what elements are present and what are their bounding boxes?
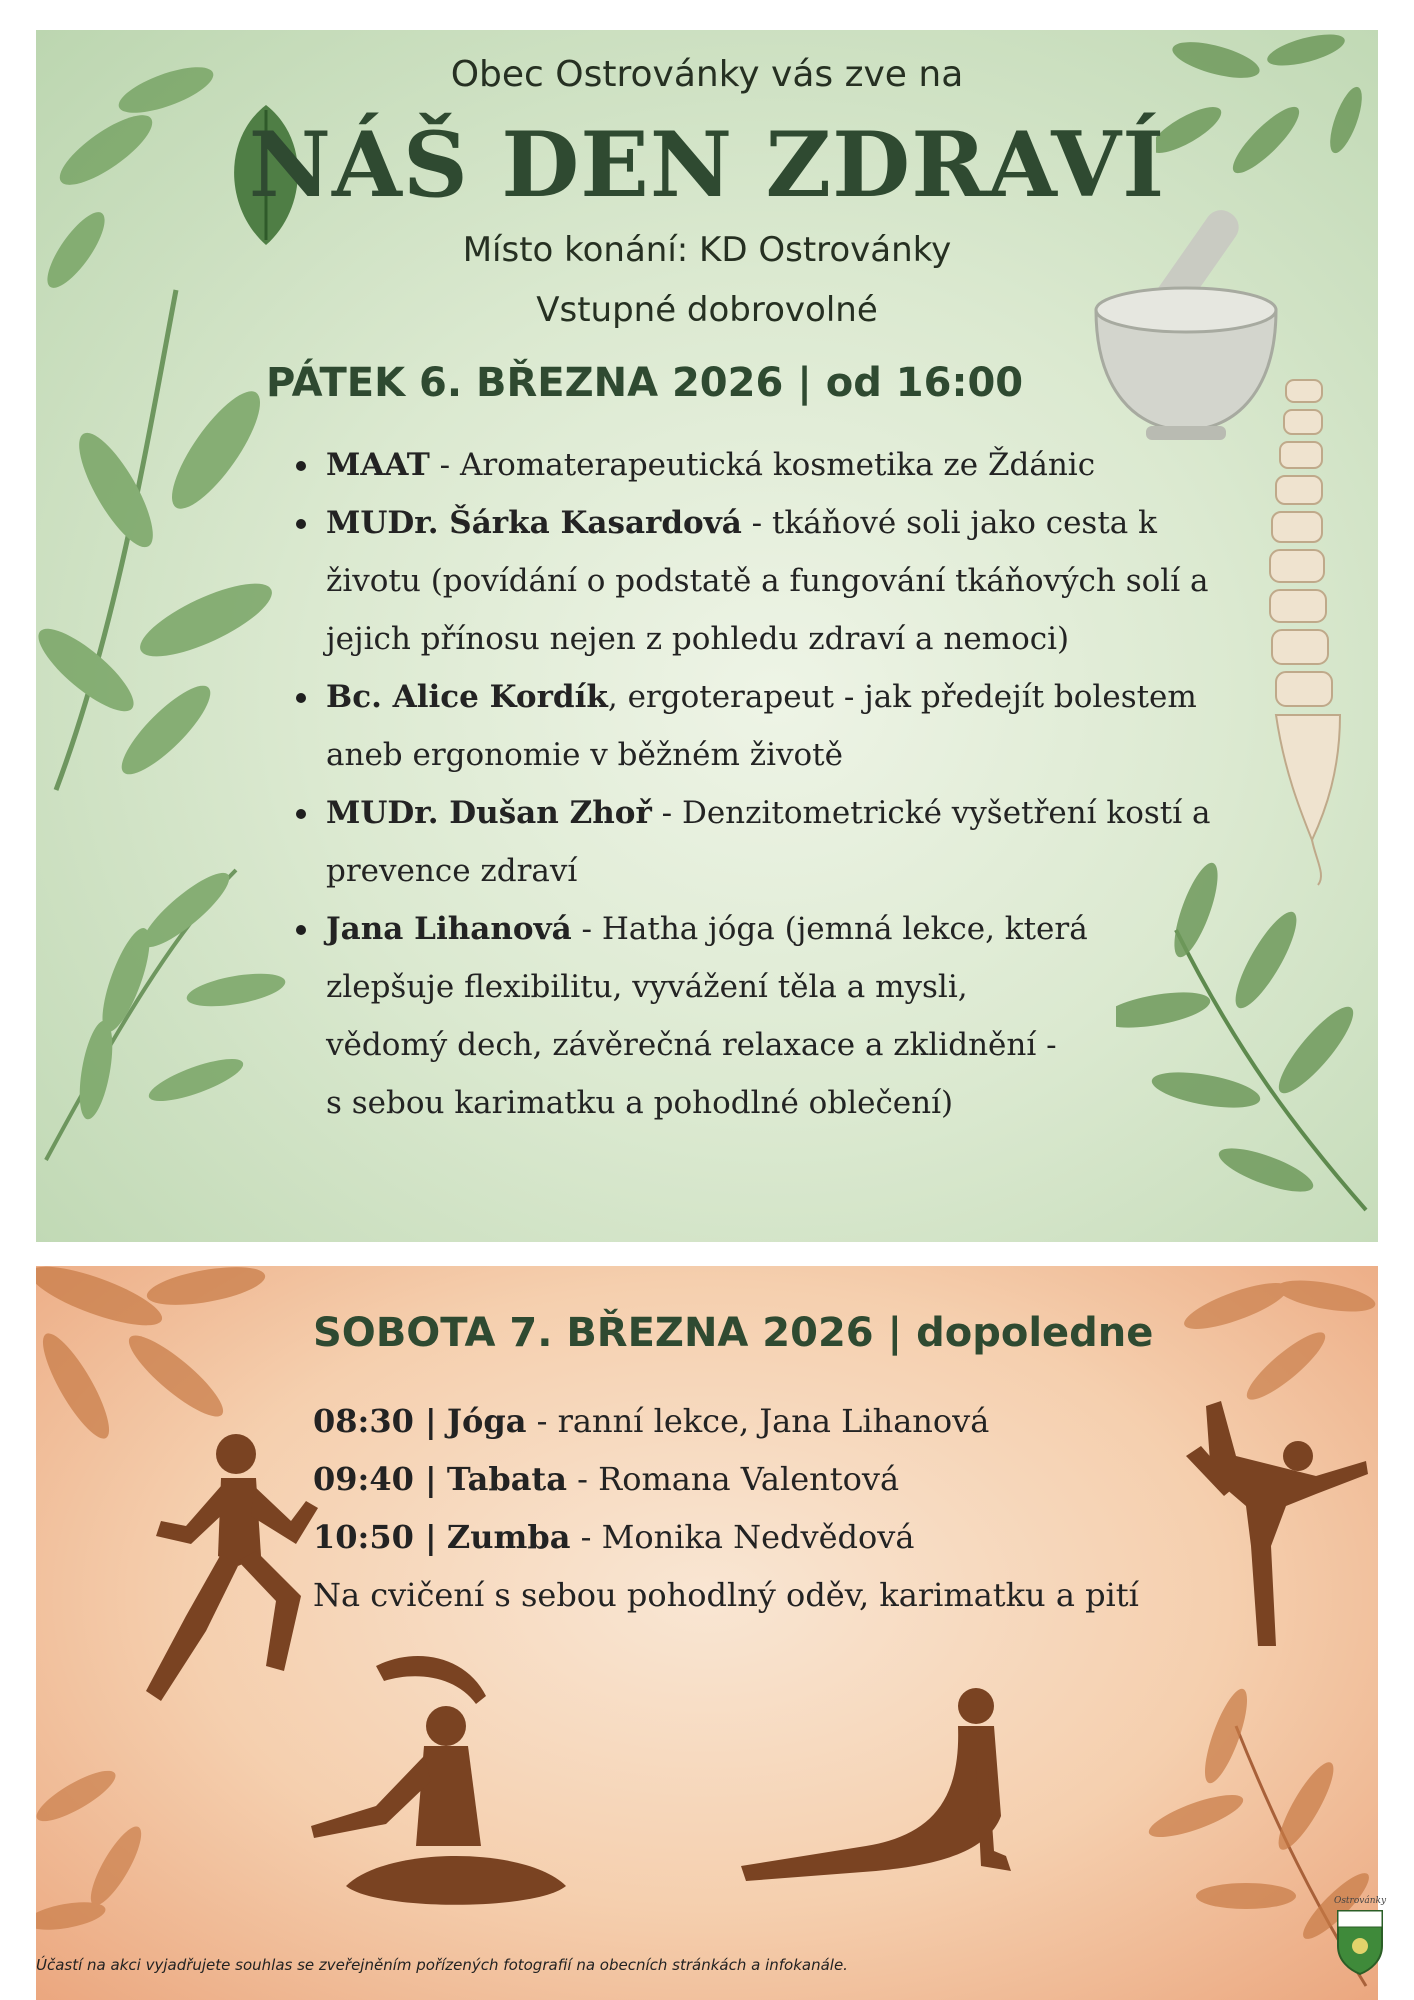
crest-label: Ostrovánky xyxy=(1333,1896,1387,1906)
item-text: - Denzitometrické vyšetření kostí a xyxy=(651,795,1211,831)
item-text: s sebou karimatku a pohodlné oblečení) xyxy=(326,1085,954,1121)
leaf-branch-bottom-left-icon xyxy=(36,1736,176,1956)
page-title: NÁŠ DEN ZDRAVÍ xyxy=(248,112,1166,218)
item-text: jejich přínosu nejen z pohledu zdraví a nemoci) xyxy=(326,621,1070,657)
item-text: - Aromaterapeutická kosmetika ze Ždánic xyxy=(429,447,1096,483)
schedule-row xyxy=(313,1508,1139,1566)
item-text: životu (povídání o podstatě a fungování tkáňových solí a xyxy=(326,563,1209,599)
item-text: vědomý dech, závěrečná relaxace a zklidnění - xyxy=(326,1027,1057,1063)
entry-fee-line: Vstupné dobrovolné xyxy=(536,290,878,330)
village-crest-icon xyxy=(1330,1896,1390,1980)
friday-program-list xyxy=(292,436,1326,1132)
venue-line: Místo konání: KD Ostrovánky xyxy=(462,230,952,270)
speaker-name: MUDr. Dušan Zhoř xyxy=(326,795,652,831)
invite-line: Obec Ostrovánky vás zve na xyxy=(450,54,964,95)
dancer-pose-silhouette-icon xyxy=(1176,1396,1376,1656)
crest-shield-icon xyxy=(1330,1906,1390,1976)
session-activity: Zumba xyxy=(446,1518,571,1556)
seated-stretch-silhouette-icon xyxy=(306,1646,606,1946)
session-activity: Tabata xyxy=(446,1460,567,1498)
saturday-schedule xyxy=(313,1392,1139,1624)
item-text: - tkáňové soli jako cesta k xyxy=(741,505,1157,541)
session-detail: - ranní lekce, Jana Lihanová xyxy=(526,1402,990,1440)
speaker-name: Jana Lihanová xyxy=(326,911,572,947)
leaf-branch-top-right-icon xyxy=(1176,1266,1378,1416)
list-item xyxy=(326,494,1326,668)
item-text: zlepšuje flexibilitu, vyvážení těla a mysli, xyxy=(326,969,968,1005)
saturday-heading: SOBOTA 7. BŘEZNA 2026 | dopoledne xyxy=(313,1310,1154,1356)
item-text: , ergoterapeut - jak předejít bolestem xyxy=(607,679,1197,715)
item-text: - Hatha jóga (jemná lekce, která xyxy=(571,911,1088,947)
list-item xyxy=(326,784,1326,900)
schedule-note: Na cvičení s sebou pohodlný oděv, karimatku a pití xyxy=(313,1576,1139,1614)
saturday-panel xyxy=(36,1266,1378,2000)
consent-footer: Účastí na akci vyjadřujete souhlas se zveřejněním pořízených fotografií na obecních stránkách a infokanále. xyxy=(36,1956,848,1974)
session-detail: - Romana Valentová xyxy=(566,1460,900,1498)
item-text: aneb ergonomie v běžném životě xyxy=(326,737,843,773)
session-detail: - Monika Nedvědová xyxy=(570,1518,915,1556)
session-activity: Jóga xyxy=(446,1402,527,1440)
list-item xyxy=(326,668,1326,784)
speaker-name: MAAT xyxy=(326,447,430,483)
session-time: 08:30 | xyxy=(313,1402,437,1440)
list-item xyxy=(326,436,1326,494)
session-time: 09:40 | xyxy=(313,1460,437,1498)
list-item xyxy=(326,900,1326,1132)
schedule-row xyxy=(313,1392,1139,1450)
friday-heading: PÁTEK 6. BŘEZNA 2026 | od 16:00 xyxy=(266,360,1024,406)
speaker-name: MUDr. Šárka Kasardová xyxy=(326,505,742,541)
cobra-pose-silhouette-icon xyxy=(726,1666,1066,1916)
runner-silhouette-icon xyxy=(126,1426,326,1736)
schedule-row xyxy=(313,1450,1139,1508)
session-time: 10:50 | xyxy=(313,1518,437,1556)
item-text: prevence zdraví xyxy=(326,853,578,889)
speaker-name: Bc. Alice Kordík xyxy=(326,679,608,715)
